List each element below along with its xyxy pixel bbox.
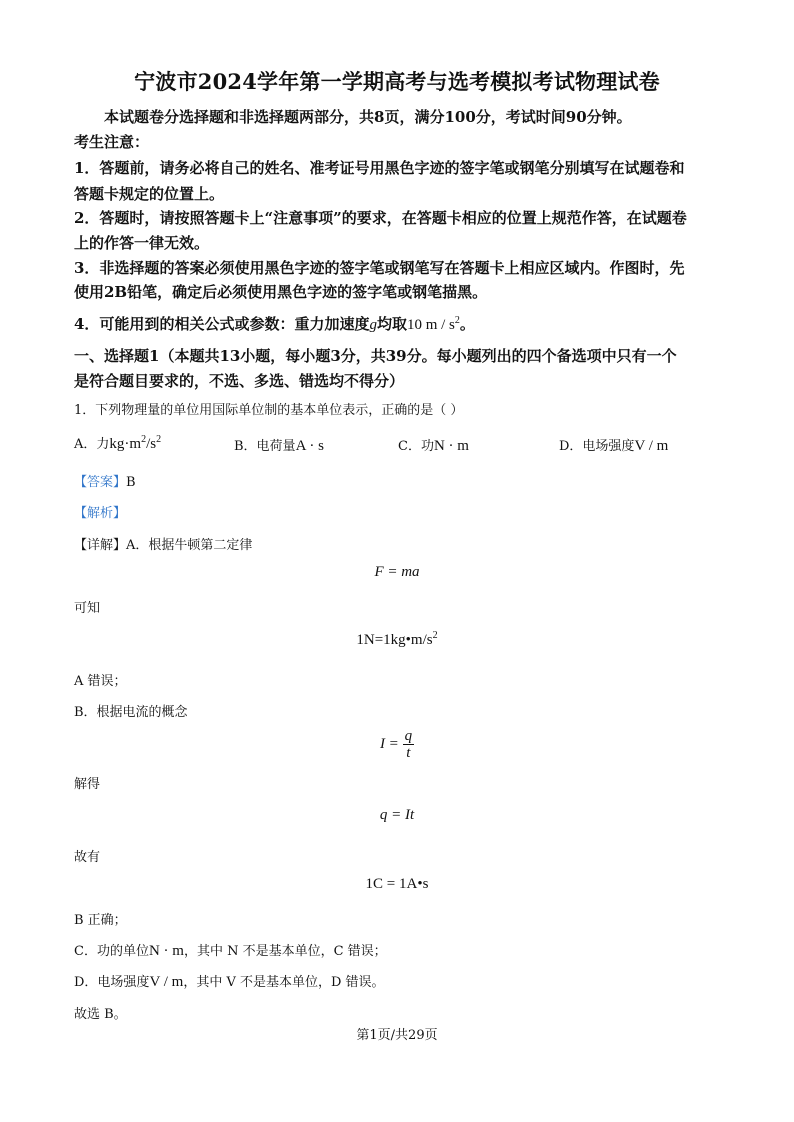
section-heading-line-1: 一、选择题1（本题共13小题，每小题3分，共39分。每小题列出的四个备选项中只有一个 — [74, 347, 677, 365]
option-a: A．力$kg\cdot m^2/s^2$ — [74, 434, 162, 452]
gravity-value: 10 m / $s^2$ — [406, 315, 460, 333]
detail-tag: 【详解】 — [74, 538, 127, 553]
text-a-wrong: A 错误； — [74, 674, 127, 689]
text-guyou: 故有 — [74, 850, 101, 865]
notice-item-4-end: 。 — [459, 315, 475, 333]
text-c-wrong: C．功的单位N · m，其中 N 不是基本单位，C 错误； — [74, 943, 387, 959]
formula-newton-unit: $1N=1kg•m/s^2$ — [356, 630, 438, 648]
formula-current: I = $\frac{q}{t}$ — [379, 728, 413, 761]
answer-tag: 【答案】 — [74, 475, 127, 490]
notice-item-1-line-1: 1．答题前，请务必将自己的姓名、准考证号用黑色字迹的签字笔或钢笔分别填写在试题卷和 — [74, 159, 685, 177]
exam-title: 宁波市2024学年第一学期高考与选考模拟考试物理试卷 — [134, 69, 660, 94]
notice-item-1-line-2: 答题卡规定的位置上。 — [74, 185, 225, 203]
option-b: B．电荷量A · s — [234, 438, 324, 454]
notice-item-2-line-1: 2．答题时，请按照答题卡上“注意事项”的要求，在答题卡相应的位置上规范作答，在试题卷 — [74, 209, 687, 227]
notice-item-3-line-2: 使用2B铅笔，确定后必须使用黑色字迹的签字笔或钢笔描黑。 — [74, 283, 488, 301]
text-b-correct: B 正确； — [74, 913, 127, 928]
analysis-tag: 【解析】 — [74, 506, 127, 521]
text-jiede: 解得 — [74, 777, 101, 792]
formula-charge: q = It — [379, 807, 415, 823]
notice-item-4-text: 4．可能用到的相关公式或参数：重力加速度 — [74, 315, 370, 333]
option-c: C．功N · m — [398, 438, 469, 454]
exam-info: 本试题卷分选择题和非选择题两部分，共8页，满分100分，考试时间90分钟。 — [104, 108, 632, 126]
text-b-intro: B．根据电流的概念 — [74, 705, 188, 720]
text-keyzhi: 可知 — [74, 601, 101, 616]
notice-heading: 考生注意： — [74, 133, 150, 151]
detail-text: A．根据牛顿第二定律 — [126, 538, 253, 553]
option-d: D．电场强度V / m — [559, 438, 669, 454]
page-number: 第1页/共29页 — [356, 1028, 438, 1043]
notice-item-3-line-1: 3．非选择题的答案必须使用黑色字迹的签字笔或钢笔写在答题卡上相应区域内。作图时，先 — [74, 259, 685, 277]
question-1-stem: 1．下列物理量的单位用国际单位制的基本单位表示，正确的是（ ） — [74, 403, 464, 418]
answer-line — [74, 471, 136, 490]
detail-intro — [74, 534, 252, 553]
gravity-symbol: g — [369, 317, 377, 333]
formula-coulomb: 1C = 1A•s — [365, 876, 429, 892]
notice-item-2-line-2: 上的作答一律无效。 — [74, 234, 210, 252]
formula-newton: F = ma — [374, 564, 420, 580]
answer-value: B — [126, 475, 136, 490]
notice-item-4-mid: 均取 — [376, 315, 407, 333]
text-conclusion: 故选 B。 — [74, 1007, 127, 1022]
section-heading-line-2: 是符合题目要求的，不选、多选、错选均不得分） — [74, 372, 405, 390]
notice-item-4 — [74, 313, 475, 334]
text-d-wrong: D．电场强度V / m，其中 V 不是基本单位，D 错误。 — [74, 974, 385, 990]
